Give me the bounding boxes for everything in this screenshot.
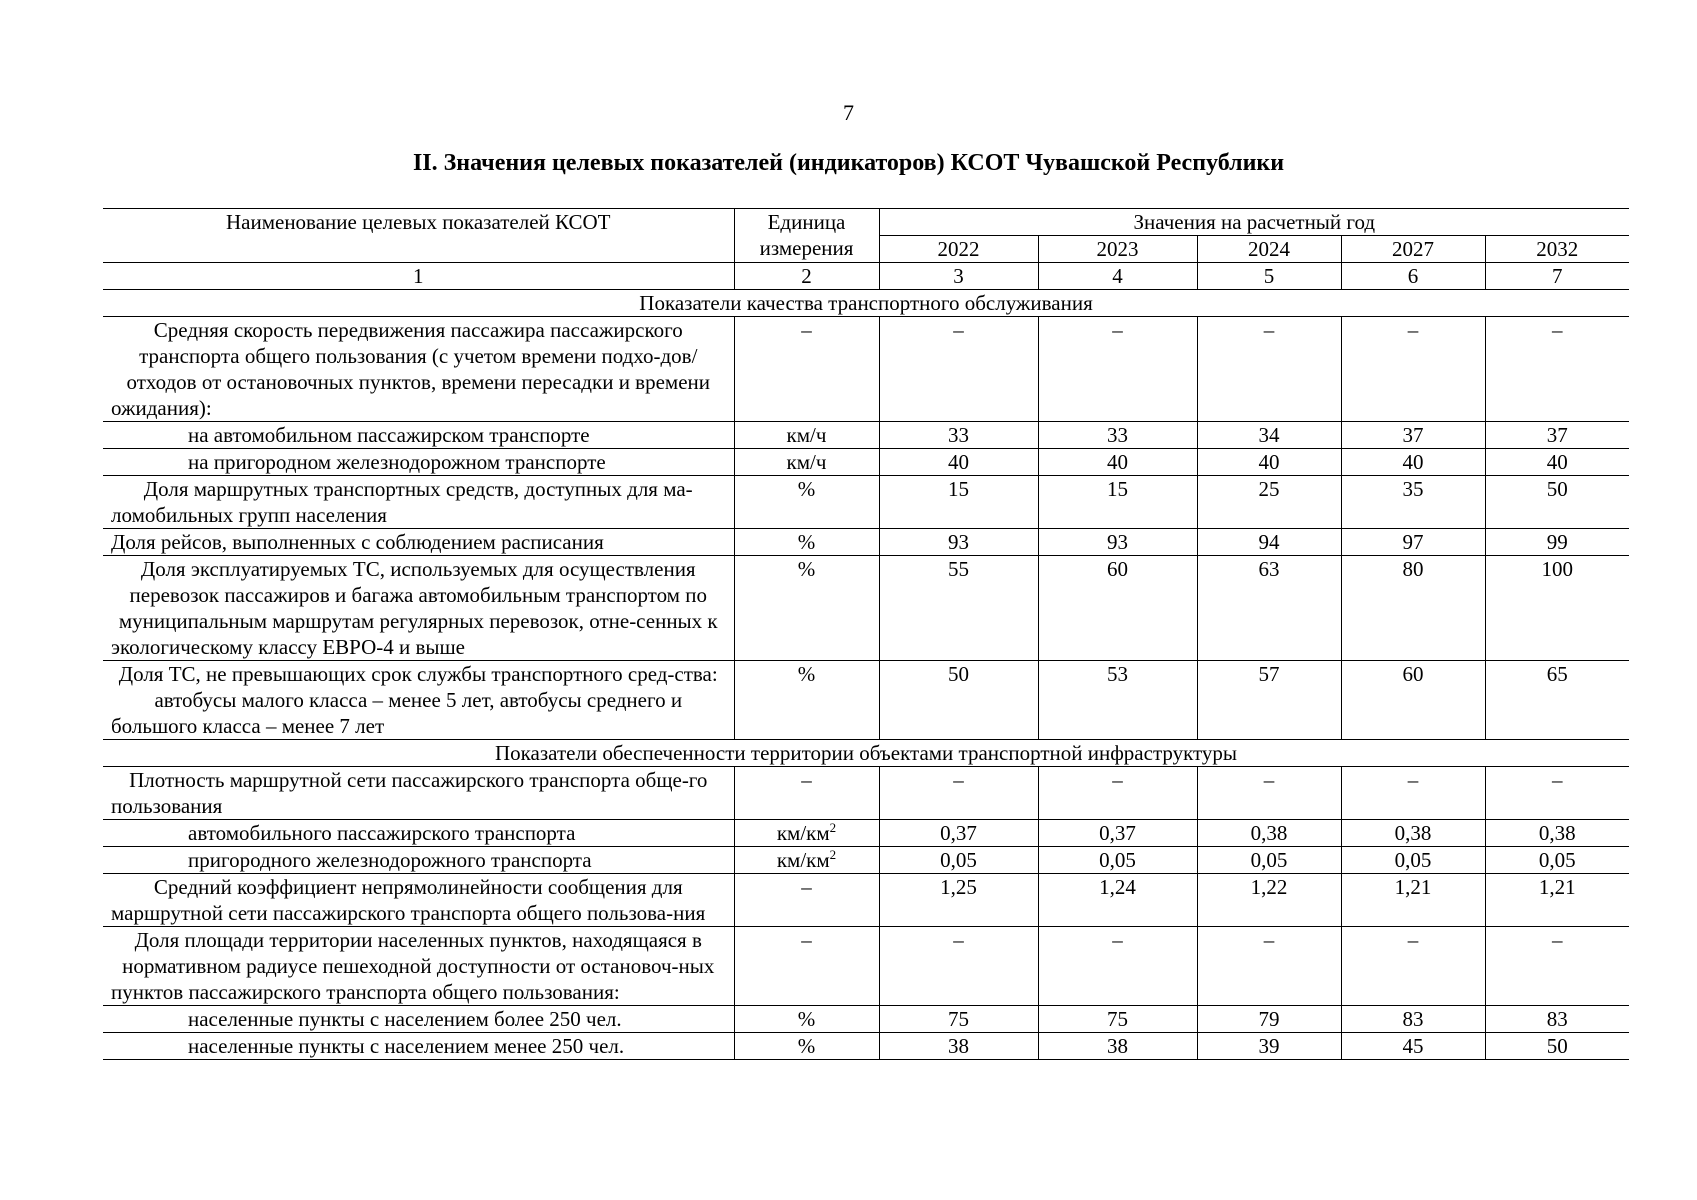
unit-text: км/ч bbox=[786, 450, 827, 474]
page-number: 7 bbox=[843, 100, 854, 125]
value-cell: 40 bbox=[1038, 449, 1197, 476]
value-cell: 15 bbox=[879, 476, 1038, 529]
value-cell: 99 bbox=[1485, 529, 1629, 556]
indicator-name: Доля ТС, не превышающих срок службы транспортного сред-ства: автобусы малого класса – менее 5 лет, автобусы среднего и большого класса – менее 7 лет bbox=[103, 661, 734, 740]
header-values-title: Значения на расчетный год bbox=[879, 209, 1629, 236]
header-row-1 bbox=[103, 209, 1629, 236]
value-cell: 40 bbox=[1197, 449, 1341, 476]
indicator-name: населенные пункты с населением более 250 чел. bbox=[103, 1006, 734, 1033]
value-cell: 60 bbox=[1038, 556, 1197, 661]
unit-text: – bbox=[801, 875, 812, 899]
value-cell: 0,05 bbox=[1197, 847, 1341, 874]
value-cell: – bbox=[879, 317, 1038, 422]
table-row bbox=[103, 767, 1629, 820]
value-cell: 0,38 bbox=[1197, 820, 1341, 847]
indicator-name: автомобильного пассажирского транспорта bbox=[103, 820, 734, 847]
value-cell: 0,38 bbox=[1341, 820, 1485, 847]
value-cell: 33 bbox=[879, 422, 1038, 449]
value-cell: 63 bbox=[1197, 556, 1341, 661]
value-cell: 38 bbox=[1038, 1033, 1197, 1060]
value-cell: 40 bbox=[1341, 449, 1485, 476]
value-cell: – bbox=[1197, 927, 1341, 1006]
unit-cell bbox=[734, 449, 879, 476]
header-unit-line2: измерения bbox=[759, 236, 854, 260]
value-cell: – bbox=[1341, 767, 1485, 820]
value-cell: 0,05 bbox=[1485, 847, 1629, 874]
unit-text: % bbox=[797, 662, 816, 686]
value-cell: 25 bbox=[1197, 476, 1341, 529]
value-cell: 75 bbox=[1038, 1006, 1197, 1033]
table-row bbox=[103, 927, 1629, 1006]
column-number: 3 bbox=[879, 263, 1038, 290]
column-number: 1 bbox=[103, 263, 734, 290]
table-row bbox=[103, 847, 1629, 874]
value-cell: 0,05 bbox=[1038, 847, 1197, 874]
document-title: II. Значения целевых показателей (индикаторов) КСОТ Чувашской Республики bbox=[412, 150, 1285, 176]
table-row bbox=[103, 476, 1629, 529]
unit-text: – bbox=[801, 928, 812, 952]
indicators-table bbox=[103, 208, 1629, 1060]
value-cell: 94 bbox=[1197, 529, 1341, 556]
unit-text: км/км bbox=[776, 848, 830, 872]
section-title: Показатели обеспеченности территории объектами транспортной инфраструктуры bbox=[103, 740, 1629, 767]
table-row bbox=[103, 556, 1629, 661]
table-row bbox=[103, 1006, 1629, 1033]
value-cell: 33 bbox=[1038, 422, 1197, 449]
indicator-name: Доля эксплуатируемых ТС, используемых для осуществления перевозок пассажиров и багажа автомобильным транспортом по муниципальным маршрутам регулярных перевозок, отне-сенных к экологическому классу ЕВРО-4 и выше bbox=[103, 556, 734, 661]
section-header-row bbox=[103, 290, 1629, 317]
value-cell: 1,21 bbox=[1341, 874, 1485, 927]
unit-superscript: 2 bbox=[829, 820, 837, 835]
value-cell: – bbox=[1341, 317, 1485, 422]
value-cell: – bbox=[1485, 317, 1629, 422]
unit-cell bbox=[734, 529, 879, 556]
value-cell: 100 bbox=[1485, 556, 1629, 661]
indicator-name: Средняя скорость передвижения пассажира пассажирского транспорта общего пользования (с учетом времени подхо-дов/отходов от остановочных пунктов, времени пересадки и времени ожидания): bbox=[103, 317, 734, 422]
indicator-name: на пригородном железнодорожном транспорте bbox=[103, 449, 734, 476]
value-cell: 60 bbox=[1341, 661, 1485, 740]
column-number: 4 bbox=[1038, 263, 1197, 290]
value-cell: 57 bbox=[1197, 661, 1341, 740]
value-cell: 93 bbox=[879, 529, 1038, 556]
unit-text: % bbox=[797, 477, 816, 501]
unit-text: – bbox=[801, 768, 812, 792]
indicator-name: Доля площади территории населенных пунктов, находящаяся в нормативном радиусе пешеходной доступности от остановоч-ных пунктов пассажирского транспорта общего пользования: bbox=[103, 927, 734, 1006]
section-title: Показатели качества транспортного обслуживания bbox=[103, 290, 1629, 317]
unit-text: км/ч bbox=[786, 423, 827, 447]
header-year: 2022 bbox=[879, 236, 1038, 263]
unit-text: % bbox=[797, 530, 816, 554]
value-cell: 80 bbox=[1341, 556, 1485, 661]
value-cell: – bbox=[1197, 317, 1341, 422]
value-cell: 0,37 bbox=[879, 820, 1038, 847]
unit-cell bbox=[734, 317, 879, 422]
header-year: 2024 bbox=[1197, 236, 1341, 263]
unit-cell bbox=[734, 661, 879, 740]
value-cell: 0,05 bbox=[1341, 847, 1485, 874]
unit-cell bbox=[734, 1033, 879, 1060]
value-cell: 39 bbox=[1197, 1033, 1341, 1060]
value-cell: 40 bbox=[1485, 449, 1629, 476]
indicator-name: населенные пункты с населением менее 250 чел. bbox=[103, 1033, 734, 1060]
value-cell: 83 bbox=[1341, 1006, 1485, 1033]
value-cell: 50 bbox=[1485, 1033, 1629, 1060]
column-number: 6 bbox=[1341, 263, 1485, 290]
table-row bbox=[103, 661, 1629, 740]
value-cell: 50 bbox=[879, 661, 1038, 740]
unit-cell bbox=[734, 556, 879, 661]
value-cell: 37 bbox=[1485, 422, 1629, 449]
table-row bbox=[103, 317, 1629, 422]
value-cell: 37 bbox=[1341, 422, 1485, 449]
indicator-name: на автомобильном пассажирском транспорте bbox=[103, 422, 734, 449]
value-cell: 45 bbox=[1341, 1033, 1485, 1060]
value-cell: – bbox=[879, 767, 1038, 820]
value-cell: 0,38 bbox=[1485, 820, 1629, 847]
value-cell: 83 bbox=[1485, 1006, 1629, 1033]
value-cell: – bbox=[1485, 927, 1629, 1006]
value-cell: 1,21 bbox=[1485, 874, 1629, 927]
value-cell: 65 bbox=[1485, 661, 1629, 740]
table-row bbox=[103, 874, 1629, 927]
value-cell: – bbox=[879, 927, 1038, 1006]
table-row bbox=[103, 529, 1629, 556]
value-cell: – bbox=[1485, 767, 1629, 820]
unit-text: % bbox=[797, 557, 816, 581]
header-year: 2032 bbox=[1485, 236, 1629, 263]
unit-text: – bbox=[801, 318, 812, 342]
column-number: 7 bbox=[1485, 263, 1629, 290]
unit-superscript: 2 bbox=[829, 847, 837, 862]
header-indicator-name: Наименование целевых показателей КСОТ bbox=[103, 209, 734, 263]
header-row-column-numbers bbox=[103, 263, 1629, 290]
table-row bbox=[103, 422, 1629, 449]
table-row bbox=[103, 449, 1629, 476]
header-year: 2027 bbox=[1341, 236, 1485, 263]
value-cell: – bbox=[1197, 767, 1341, 820]
header-unit-line1: Единица bbox=[767, 210, 846, 234]
column-number: 5 bbox=[1197, 263, 1341, 290]
unit-cell bbox=[734, 927, 879, 1006]
unit-cell bbox=[734, 820, 879, 847]
value-cell: 55 bbox=[879, 556, 1038, 661]
table-row bbox=[103, 820, 1629, 847]
unit-cell bbox=[734, 422, 879, 449]
value-cell: 34 bbox=[1197, 422, 1341, 449]
unit-text: % bbox=[797, 1034, 816, 1058]
value-cell: 1,25 bbox=[879, 874, 1038, 927]
value-cell: 0,05 bbox=[879, 847, 1038, 874]
unit-text: % bbox=[797, 1007, 816, 1031]
indicator-name: Доля рейсов, выполненных с соблюдением расписания bbox=[103, 529, 734, 556]
unit-cell bbox=[734, 1006, 879, 1033]
value-cell: – bbox=[1038, 927, 1197, 1006]
value-cell: 79 bbox=[1197, 1006, 1341, 1033]
unit-cell bbox=[734, 874, 879, 927]
value-cell: 1,22 bbox=[1197, 874, 1341, 927]
value-cell: 75 bbox=[879, 1006, 1038, 1033]
value-cell: 53 bbox=[1038, 661, 1197, 740]
value-cell: 40 bbox=[879, 449, 1038, 476]
value-cell: – bbox=[1038, 317, 1197, 422]
value-cell: 0,37 bbox=[1038, 820, 1197, 847]
indicator-name: пригородного железнодорожного транспорта bbox=[103, 847, 734, 874]
value-cell: 35 bbox=[1341, 476, 1485, 529]
unit-cell bbox=[734, 767, 879, 820]
indicator-name: Плотность маршрутной сети пассажирского транспорта обще-го пользования bbox=[103, 767, 734, 820]
header-unit bbox=[734, 209, 879, 263]
value-cell: 93 bbox=[1038, 529, 1197, 556]
unit-text: км/км bbox=[776, 821, 830, 845]
value-cell: – bbox=[1341, 927, 1485, 1006]
unit-cell bbox=[734, 847, 879, 874]
column-number: 2 bbox=[734, 263, 879, 290]
header-year: 2023 bbox=[1038, 236, 1197, 263]
value-cell: – bbox=[1038, 767, 1197, 820]
table-row bbox=[103, 1033, 1629, 1060]
value-cell: 1,24 bbox=[1038, 874, 1197, 927]
indicator-name: Средний коэффициент непрямолинейности сообщения для маршрутной сети пассажирского транспорта общего пользова-ния bbox=[103, 874, 734, 927]
value-cell: 15 bbox=[1038, 476, 1197, 529]
section-header-row bbox=[103, 740, 1629, 767]
unit-cell bbox=[734, 476, 879, 529]
value-cell: 38 bbox=[879, 1033, 1038, 1060]
indicator-name: Доля маршрутных транспортных средств, доступных для ма-ломобильных групп населения bbox=[103, 476, 734, 529]
value-cell: 97 bbox=[1341, 529, 1485, 556]
value-cell: 50 bbox=[1485, 476, 1629, 529]
